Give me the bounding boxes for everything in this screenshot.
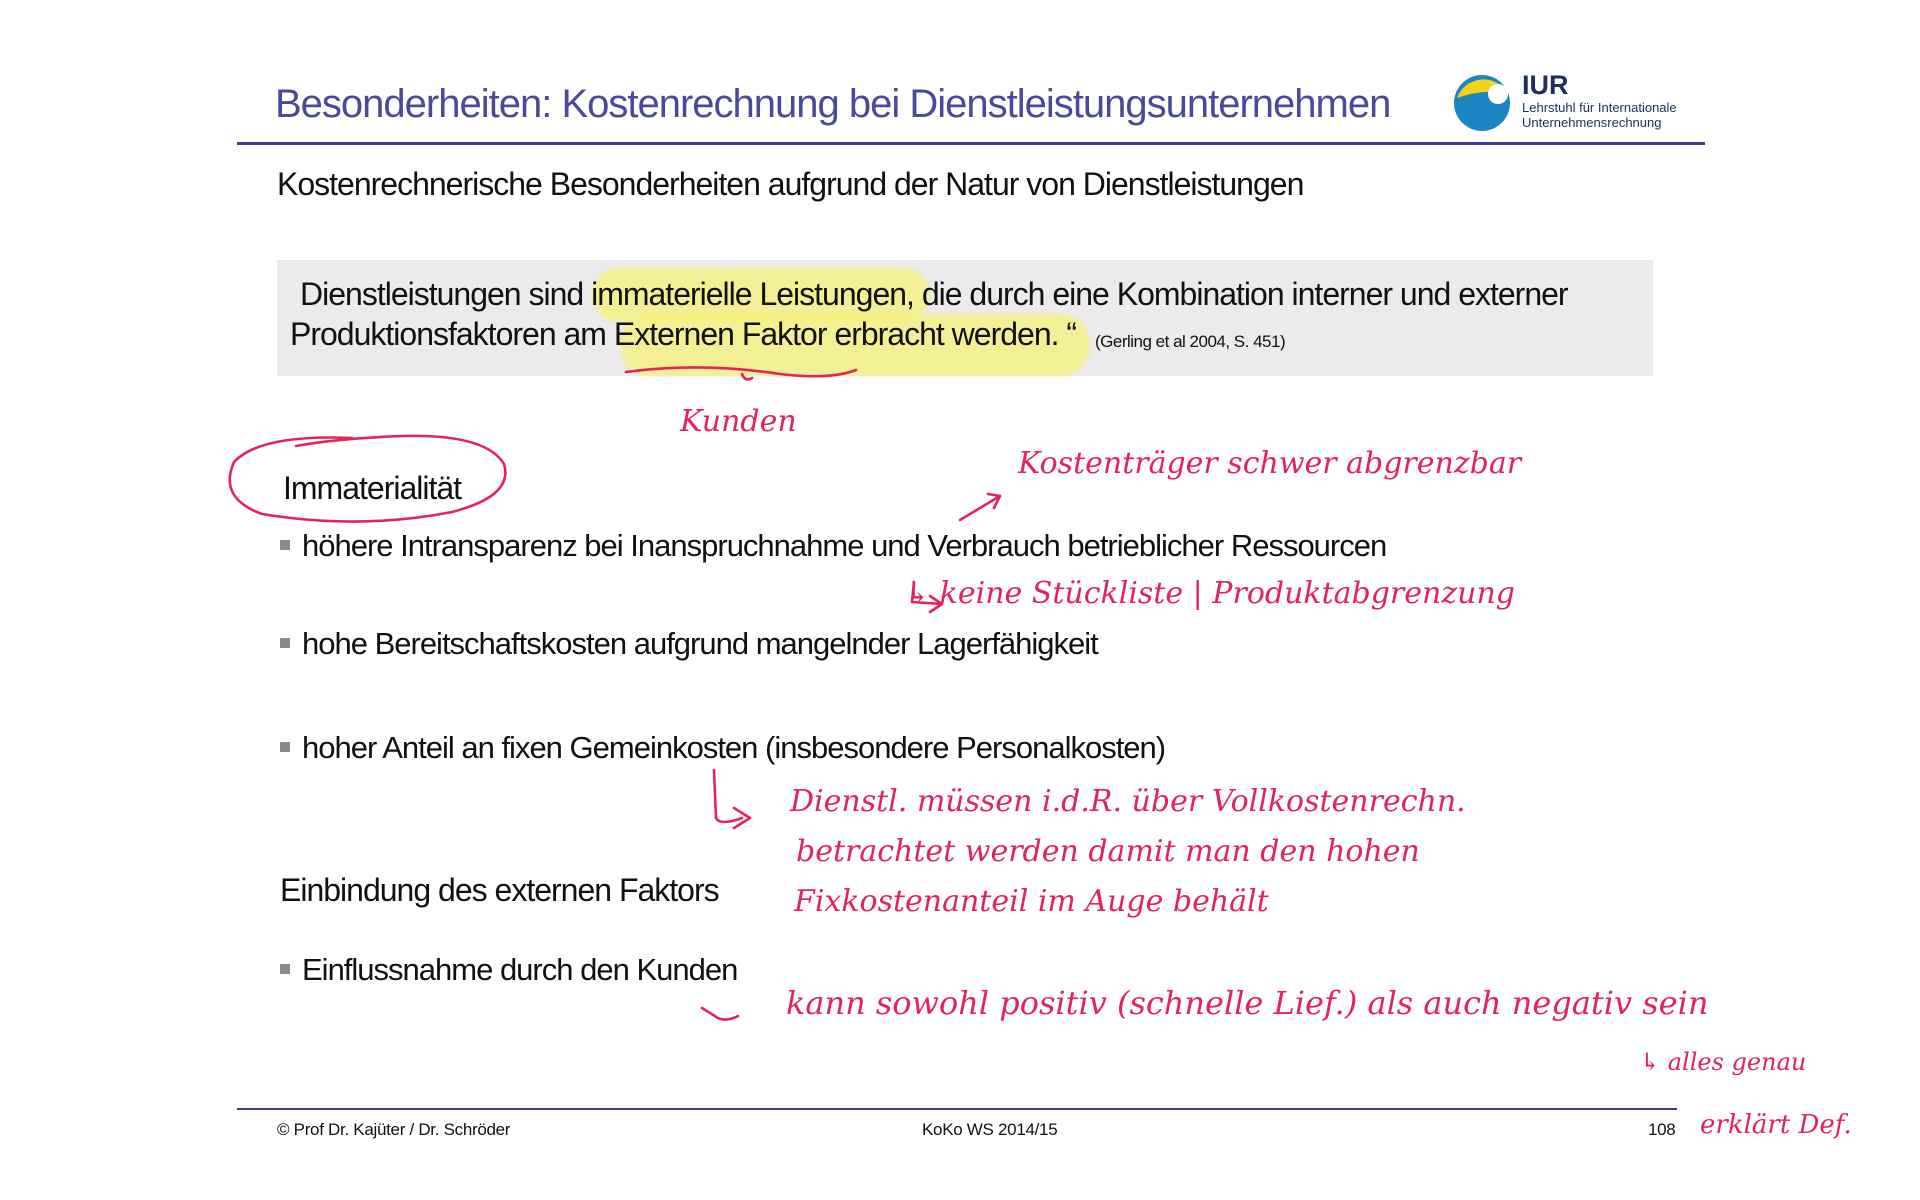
bullet-text: höhere Intransparenz bei Inanspruchnahme und Verbrauch betrieblicher Ressourcen [302,528,1387,563]
section-heading-externer-faktor: Einbindung des externen Faktors [280,872,719,908]
annotation-kostentraeger: Kostenträger schwer abgrenzbar [1018,446,1522,481]
quote-text: die durch eine Kombination interner und externer [913,276,1568,312]
logo-name: IUR [1522,70,1569,100]
page-number: 108 [1648,1120,1676,1139]
bullet-text: hoher Anteil an fixen Gemeinkosten (insbesondere Personalkosten) [302,730,1166,765]
footer-course: KoKo WS 2014/15 [922,1120,1058,1139]
quote-line-2: Produktionsfaktoren am Externen Faktor erbracht werden. “ [290,316,1077,352]
annotation-stueckliste: ↳ keine Stückliste | Produktabgrenzung [905,576,1516,611]
annotation-vollkosten-1: Dienstl. müssen i.d.R. über Vollkostenrechn. [790,784,1466,819]
quote-citation: (Gerling et al 2004, S. 451) [1095,332,1286,351]
annotation-vollkosten-2: betrachtet werden damit man den hohen [796,834,1420,869]
annotation-einfluss: kann sowohl positiv (schnelle Lief.) als auch negativ sein [786,984,1709,1022]
slide-subtitle: Kostenrechnerische Besonderheiten aufgrund der Natur von Dienstleistungen [277,166,1304,202]
slide-title: Besonderheiten: Kostenrechnung bei Dienstleistungsunternehmen [275,82,1391,126]
annotation-vollkosten-3: Fixkostenanteil im Auge behält [794,884,1269,919]
annotation-genau-1: ↳ alles genau [1640,1048,1807,1076]
bullet-text: hohe Bereitschaftskosten aufgrund mangelnder Lagerfähigkeit [302,626,1098,661]
section-heading-immaterialitaet: Immaterialität [283,470,462,506]
logo-subtitle: Lehrstuhl für Internationale Unternehmensrechnung [1522,100,1677,130]
quote-text: Dienstleistungen sind [300,276,592,312]
footer-divider [237,1108,1677,1110]
annotation-kunden: Kunden [680,404,797,439]
annotation-genau-2: erklärt Def. [1700,1110,1852,1140]
footer-author: © Prof Dr. Kajüter / Dr. Schröder [277,1120,511,1139]
bullet-text: Einflussnahme durch den Kunden [302,952,738,987]
quote-highlight: immaterielle Leistungen, [591,276,914,312]
